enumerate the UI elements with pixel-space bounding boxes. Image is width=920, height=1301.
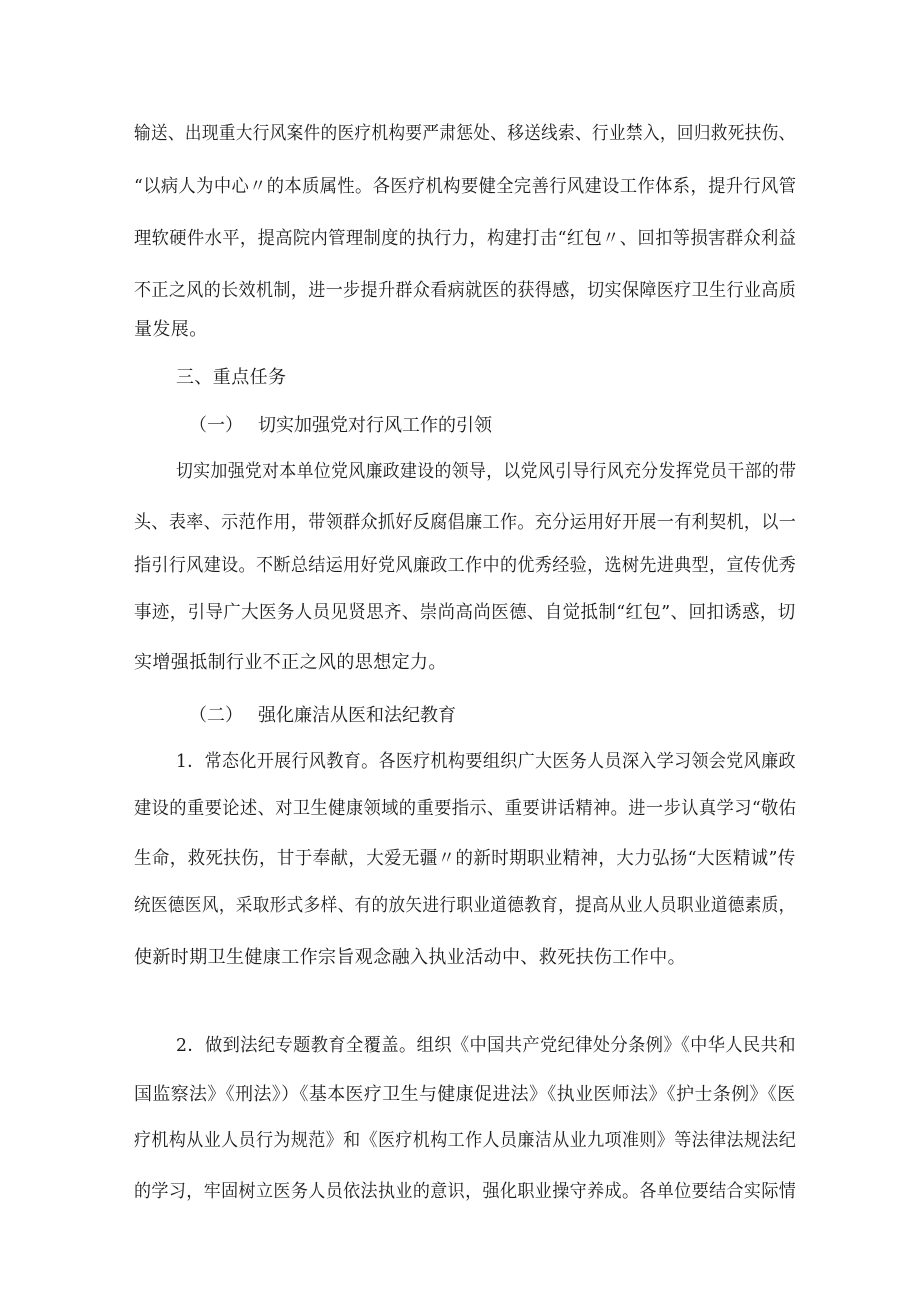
text-line: “以病人为中心〃的本质属性。各医疗机构要健全完善行风建设工作体系，提升行风管	[134, 176, 797, 197]
text-line: 生命，救死扶伤，甘于奉献，大爱无疆〃的新时期职业精神，大力弘扬“大医精诚”传	[134, 848, 796, 869]
text-line: 输送、出现重大行风案件的医疗机构要严肃惩处、移送线索、行业禁入，回归救死扶伤、	[134, 123, 796, 144]
text-line: 事迹，引导广大医务人员见贤思齐、崇尚高尚医德、自觉抵制“红包”、回扣诱惑，切	[134, 602, 796, 623]
text-line: 量发展。	[134, 319, 208, 340]
subsection-title: 强化廉洁从医和法纪教育	[258, 705, 456, 726]
subsection-number: （一）	[189, 415, 243, 436]
text-line: 指引行风建设。不断总结运用好党风廉政工作中的优秀经验，选树先进典型，宣传优秀	[134, 555, 797, 576]
text-line: 建设的重要论述、对卫生健康领域的重要指示、重要讲话精神。进一步认真学习“敬佑	[134, 798, 797, 819]
text-line: 实增强抵制行业不正之风的思想定力。	[134, 652, 447, 673]
text-line: 1．常态化开展行风教育。各医疗机构要组织广大医务人员深入学习领会党风廉政	[176, 751, 796, 772]
text-line: 国监察法》《刑法》）《基本医疗卫生与健康促进法》《执业医师法》《护士条例》《医	[134, 1084, 796, 1105]
text-line: 不正之风的长效机制，进一步提升群众看病就医的获得感，切实保障医疗卫生行业高质	[134, 280, 797, 301]
text-line: 的学习，牢固树立医务人员依法执业的意识，强化职业操守养成。各单位要结合实际情	[134, 1181, 797, 1202]
text-line: 切实加强党对本单位党风廉政建设的领导，以党风引导行风充分发挥党员干部的带	[176, 461, 797, 482]
text-line: 理软硬件水平，提高院内管理制度的执行力，构建打击“红包〃、回扣等损害群众利益	[134, 228, 797, 249]
text-line: 头、表率、示范作用，带领群众抓好反腐倡廉工作。充分运用好开展一有利契机，以一	[134, 512, 797, 533]
text-line: 疗机构从业人员行为规范》和《医疗机构工作人员廉洁从业九项准则》等法律法规法纪	[134, 1130, 797, 1151]
text-line: 2．做到法纪专题教育全覆盖。组织《中国共产党纪律处分条例》《中华人民共和	[176, 1035, 796, 1056]
text-line: 使新时期卫生健康工作宗旨观念融入执业活动中、救死扶伤工作中。	[134, 947, 686, 968]
text-line: 统医德医风，采取形式多样、有的放矢进行职业道德教育，提高从业人员职业道德素质，	[134, 895, 796, 916]
subsection-title: 切实加强党对行风工作的引领	[258, 415, 492, 436]
section-heading: 三、重点任务	[176, 367, 287, 388]
subsection-number: （二）	[189, 705, 243, 726]
